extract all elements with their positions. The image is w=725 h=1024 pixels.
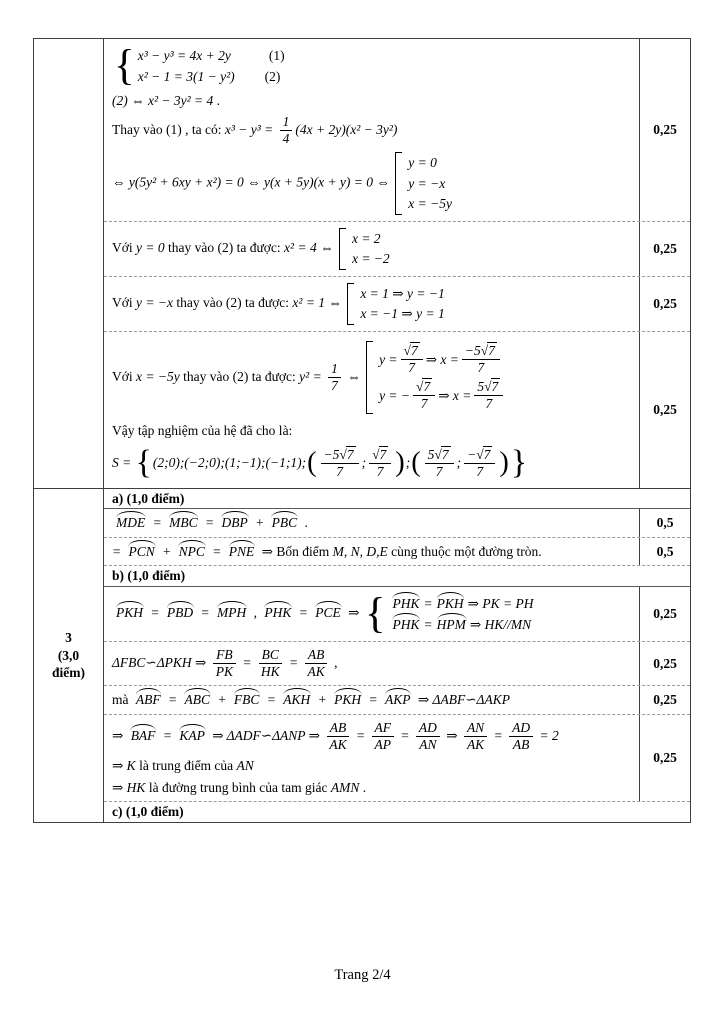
score-cell: 0,25	[639, 39, 690, 221]
part-a-header-row	[104, 489, 690, 509]
table-row	[104, 276, 690, 331]
solution-content: Với x = −5y thay vào (2) ta được: y² = $\frac{1}{7}$ ⇔ y = $\frac{√7}{7}$ ⇒ x = −5 √7 7 y = − $\frac{√7}{7}$ ⇒ x = 5 √7 7 Vậy tập nghiệm của hệ đã cho là: S = {(2;0);(−2;0);(1;−1);(−1;1);( −5 √7 7 ; $\frac{√7}{7}$ );( 5 √7 7 ; − √7 7 )}	[112, 342, 528, 482]
solution-content: ⇒ BAF = KAP ⇒ ΔADF∽ΔANP ⇒ $\frac{AB}{AK}$ = $\frac{AF}{AP}$ = $\frac{AD}{AN}$ ⇒ $\frac{AN}{AK}$ = $\frac{AD}{AB}$ = 2 ⇒ K là trung điểm của AN ⇒ HK là đường trung bình của tam giác AMN .	[112, 719, 559, 795]
table-row	[104, 221, 690, 276]
problem-points-close: điểm)	[52, 665, 85, 681]
answer-key-table	[33, 38, 691, 823]
table-row	[104, 508, 690, 537]
section-problem-3	[34, 488, 690, 822]
score-cell: 0,25	[639, 277, 690, 331]
solution-content: PKH = PBD = MPH , PHK = PCE ⇒ { PHK = PKH ⇒ PK = PH PHK = HPM ⇒ HK//MN	[116, 590, 534, 638]
solution-content: mà ABF = ABC + FBC = AKH + PKH = AKP ⇒ ΔABF∽ΔAKP	[112, 692, 510, 708]
part-c-header-row	[104, 801, 690, 822]
score-cell: 0,25	[639, 686, 690, 714]
table-row	[104, 714, 690, 801]
score-cell: 0,25	[639, 587, 690, 641]
problem-points-open: (3,0	[57, 647, 80, 663]
solution-content: Với y = 0 thay vào (2) ta được: x² = 4 ⇔ x = 2 x = −2	[104, 222, 639, 276]
score-cell: 0,25	[639, 222, 690, 276]
solution-content: MDE = MBC = DBP + PBC .	[116, 515, 308, 531]
page-number: Trang 2/4	[334, 967, 391, 983]
part-a-header: a) (1,0 điểm)	[112, 490, 185, 506]
table-row	[104, 331, 690, 488]
table-row	[104, 685, 690, 714]
score-cell: 0,25	[639, 642, 690, 685]
table-row	[104, 537, 690, 566]
table-row	[104, 641, 690, 685]
section-rows	[104, 39, 690, 488]
part-b-header: b) (1,0 điểm)	[112, 568, 186, 584]
score-cell: 0,5	[639, 509, 690, 537]
section-system-problem	[34, 39, 690, 488]
score-cell: 0,25	[639, 332, 690, 488]
score-cell: 0,25	[639, 715, 690, 801]
table-row	[104, 586, 690, 641]
score-cell: 0,5	[639, 538, 690, 566]
section-rows	[104, 489, 690, 822]
solution-content: = PCN + NPC = PNE ⇒ Bốn điểm M, N, D,E cùng thuộc một đường tròn.	[112, 543, 542, 559]
problem-number: 3	[65, 630, 72, 646]
solution-content: { x³ − y³ = 4x + 2y (1) x² − 1 = 3(1 − y²) (2) (2) ⇔ x² − 3y² = 4 . Thay vào (1) , ta có: x³ − y³ = $\frac{1}{4}$ (4x + 2y)(x² − 3y²) ⇔ y(5y² + 6xy + x²) = 0 ⇔ y(x + 5y)(x + y) = 0 ⇔ y = 0 y = −x x = −5y	[104, 39, 639, 221]
problem-number-cell-empty	[34, 39, 104, 488]
table-row	[104, 39, 690, 221]
part-c-header: c) (1,0 điểm)	[112, 804, 184, 820]
part-b-header-row	[104, 565, 690, 586]
problem-number-cell	[34, 489, 104, 822]
solution-content: Với y = −x thay vào (2) ta được: x² = 1 ⇔ x = 1 ⇒ y = −1 x = −1 ⇒ y = 1	[104, 277, 639, 331]
solution-content: ΔFBC∽ΔPKH ⇒ $\frac{FB}{PK}$ = $\frac{BC}{HK}$ = $\frac{AB}{AK}$ ,	[112, 647, 338, 680]
